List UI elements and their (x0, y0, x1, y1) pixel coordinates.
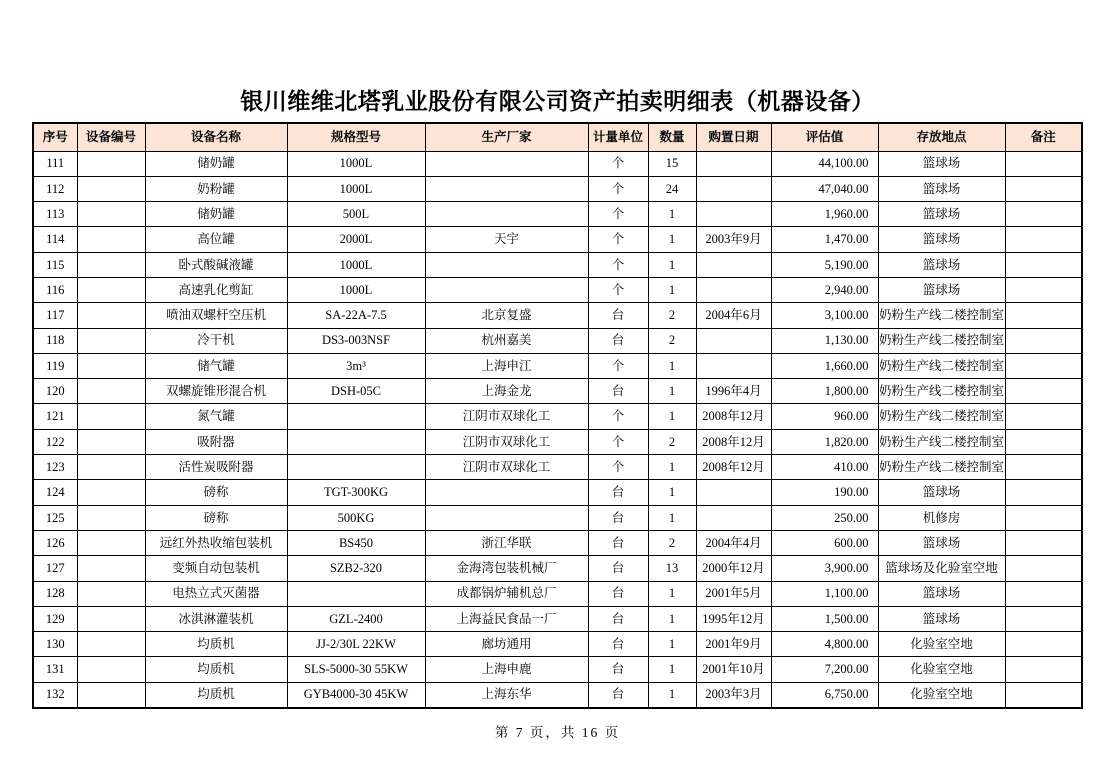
cell-storage-location: 篮球场 (878, 227, 1005, 252)
cell-purchase-date: 2001年10月 (696, 657, 771, 682)
cell-quantity: 1 (648, 353, 696, 378)
cell-unit: 个 (588, 429, 648, 454)
cell-model-spec: SA-22A-7.5 (287, 303, 425, 328)
cell-assessed-value: 7,200.00 (771, 657, 878, 682)
cell-equipment-name: 冰淇淋灌装机 (145, 606, 287, 631)
cell-serial: 123 (33, 455, 77, 480)
cell-equipment-no (77, 176, 145, 201)
cell-storage-location: 奶粉生产线二楼控制室 (878, 455, 1005, 480)
cell-storage-location: 化验室空地 (878, 657, 1005, 682)
cell-remarks (1005, 429, 1082, 454)
cell-serial: 126 (33, 530, 77, 555)
cell-manufacturer: 江阴市双球化工 (425, 404, 588, 429)
cell-unit: 台 (588, 530, 648, 555)
cell-manufacturer: 江阴市双球化工 (425, 429, 588, 454)
cell-equipment-name: 高位罐 (145, 227, 287, 252)
table-row (33, 682, 1082, 707)
cell-equipment-name: 吸附器 (145, 429, 287, 454)
cell-model-spec: GYB4000-30 45KW (287, 682, 425, 707)
cell-remarks (1005, 556, 1082, 581)
cell-serial: 115 (33, 252, 77, 277)
cell-serial: 121 (33, 404, 77, 429)
cell-manufacturer (425, 505, 588, 530)
cell-storage-location: 化验室空地 (878, 682, 1005, 707)
cell-unit: 个 (588, 353, 648, 378)
column-header-serial: 序号 (33, 123, 77, 151)
cell-manufacturer (425, 480, 588, 505)
cell-quantity: 1 (648, 277, 696, 302)
column-header-equipment-name: 设备名称 (145, 123, 287, 151)
cell-assessed-value: 1,820.00 (771, 429, 878, 454)
cell-unit: 个 (588, 227, 648, 252)
cell-remarks (1005, 328, 1082, 353)
cell-assessed-value: 600.00 (771, 530, 878, 555)
cell-model-spec: TGT-300KG (287, 480, 425, 505)
cell-assessed-value: 3,100.00 (771, 303, 878, 328)
cell-equipment-name: 均质机 (145, 657, 287, 682)
cell-quantity: 1 (648, 480, 696, 505)
cell-model-spec: 2000L (287, 227, 425, 252)
cell-serial: 122 (33, 429, 77, 454)
cell-assessed-value: 1,800.00 (771, 379, 878, 404)
cell-equipment-name: 储气罐 (145, 353, 287, 378)
table-row (33, 176, 1082, 201)
cell-unit: 台 (588, 328, 648, 353)
cell-assessed-value: 1,100.00 (771, 581, 878, 606)
cell-unit: 台 (588, 556, 648, 581)
cell-model-spec: DSH-05C (287, 379, 425, 404)
cell-equipment-no (77, 657, 145, 682)
cell-remarks (1005, 455, 1082, 480)
cell-storage-location: 奶粉生产线二楼控制室 (878, 379, 1005, 404)
cell-remarks (1005, 480, 1082, 505)
table-row (33, 556, 1082, 581)
table-row (33, 530, 1082, 555)
cell-manufacturer: 金海湾包装机械厂 (425, 556, 588, 581)
cell-manufacturer: 杭州嘉美 (425, 328, 588, 353)
cell-quantity: 2 (648, 303, 696, 328)
cell-equipment-no (77, 353, 145, 378)
cell-unit: 台 (588, 480, 648, 505)
cell-equipment-name: 均质机 (145, 632, 287, 657)
cell-unit: 台 (588, 682, 648, 707)
cell-purchase-date (696, 176, 771, 201)
table-row (33, 277, 1082, 302)
cell-quantity: 1 (648, 657, 696, 682)
cell-purchase-date: 1995年12月 (696, 606, 771, 631)
cell-serial: 113 (33, 202, 77, 227)
cell-unit: 台 (588, 379, 648, 404)
cell-unit: 个 (588, 277, 648, 302)
cell-serial: 129 (33, 606, 77, 631)
cell-purchase-date: 2001年9月 (696, 632, 771, 657)
cell-serial: 130 (33, 632, 77, 657)
cell-remarks (1005, 581, 1082, 606)
cell-storage-location: 篮球场 (878, 606, 1005, 631)
cell-storage-location: 机修房 (878, 505, 1005, 530)
cell-remarks (1005, 632, 1082, 657)
cell-model-spec (287, 581, 425, 606)
cell-model-spec: 500KG (287, 505, 425, 530)
cell-serial: 116 (33, 277, 77, 302)
cell-remarks (1005, 252, 1082, 277)
cell-purchase-date (696, 353, 771, 378)
cell-quantity: 2 (648, 429, 696, 454)
cell-remarks (1005, 176, 1082, 201)
cell-purchase-date: 2008年12月 (696, 404, 771, 429)
cell-assessed-value: 47,040.00 (771, 176, 878, 201)
cell-purchase-date: 2008年12月 (696, 455, 771, 480)
cell-purchase-date: 2004年6月 (696, 303, 771, 328)
cell-equipment-name: 冷干机 (145, 328, 287, 353)
cell-equipment-no (77, 682, 145, 707)
cell-unit: 个 (588, 151, 648, 176)
cell-manufacturer (425, 252, 588, 277)
cell-remarks (1005, 151, 1082, 176)
cell-equipment-no (77, 505, 145, 530)
table-row (33, 151, 1082, 176)
cell-storage-location: 篮球场 (878, 277, 1005, 302)
cell-unit: 个 (588, 252, 648, 277)
cell-manufacturer: 天宇 (425, 227, 588, 252)
cell-unit: 台 (588, 632, 648, 657)
cell-equipment-name: 活性炭吸附器 (145, 455, 287, 480)
cell-equipment-no (77, 530, 145, 555)
cell-storage-location: 篮球场 (878, 202, 1005, 227)
cell-purchase-date: 2003年9月 (696, 227, 771, 252)
cell-unit: 个 (588, 202, 648, 227)
cell-assessed-value: 3,900.00 (771, 556, 878, 581)
table-row (33, 455, 1082, 480)
cell-manufacturer: 上海申江 (425, 353, 588, 378)
cell-assessed-value: 1,660.00 (771, 353, 878, 378)
cell-remarks (1005, 303, 1082, 328)
cell-remarks (1005, 505, 1082, 530)
cell-unit: 个 (588, 455, 648, 480)
cell-assessed-value: 6,750.00 (771, 682, 878, 707)
cell-purchase-date (696, 277, 771, 302)
cell-storage-location: 篮球场 (878, 252, 1005, 277)
cell-equipment-name: 储奶罐 (145, 202, 287, 227)
table-row (33, 632, 1082, 657)
cell-serial: 111 (33, 151, 77, 176)
cell-serial: 114 (33, 227, 77, 252)
cell-manufacturer (425, 176, 588, 201)
cell-serial: 120 (33, 379, 77, 404)
cell-equipment-name: 磅称 (145, 505, 287, 530)
table-row (33, 657, 1082, 682)
cell-serial: 118 (33, 328, 77, 353)
cell-equipment-name: 电热立式灭菌器 (145, 581, 287, 606)
cell-quantity: 24 (648, 176, 696, 201)
cell-purchase-date: 2000年12月 (696, 556, 771, 581)
cell-manufacturer: 上海金龙 (425, 379, 588, 404)
cell-equipment-no (77, 202, 145, 227)
cell-model-spec (287, 404, 425, 429)
cell-purchase-date (696, 505, 771, 530)
cell-manufacturer: 浙江华联 (425, 530, 588, 555)
cell-assessed-value: 410.00 (771, 455, 878, 480)
cell-remarks (1005, 227, 1082, 252)
table-header-row (33, 123, 1082, 151)
cell-model-spec: JJ-2/30L 22KW (287, 632, 425, 657)
cell-storage-location: 奶粉生产线二楼控制室 (878, 353, 1005, 378)
cell-serial: 131 (33, 657, 77, 682)
cell-storage-location: 奶粉生产线二楼控制室 (878, 303, 1005, 328)
cell-serial: 117 (33, 303, 77, 328)
cell-serial: 112 (33, 176, 77, 201)
cell-quantity: 1 (648, 606, 696, 631)
cell-equipment-no (77, 556, 145, 581)
cell-remarks (1005, 682, 1082, 707)
cell-purchase-date: 2001年5月 (696, 581, 771, 606)
table-body (33, 151, 1082, 708)
cell-equipment-no (77, 151, 145, 176)
table-row (33, 480, 1082, 505)
cell-storage-location: 篮球场 (878, 581, 1005, 606)
cell-purchase-date (696, 480, 771, 505)
table-row (33, 353, 1082, 378)
cell-remarks (1005, 353, 1082, 378)
cell-storage-location: 化验室空地 (878, 632, 1005, 657)
cell-quantity: 1 (648, 252, 696, 277)
cell-equipment-name: 高速乳化剪缸 (145, 277, 287, 302)
cell-manufacturer: 成都锅炉辅机总厂 (425, 581, 588, 606)
cell-equipment-name: 喷油双螺杆空压机 (145, 303, 287, 328)
cell-equipment-name: 均质机 (145, 682, 287, 707)
cell-equipment-name: 氮气罐 (145, 404, 287, 429)
cell-assessed-value: 5,190.00 (771, 252, 878, 277)
table-row (33, 606, 1082, 631)
cell-equipment-name: 储奶罐 (145, 151, 287, 176)
cell-quantity: 1 (648, 227, 696, 252)
cell-manufacturer: 江阴市双球化工 (425, 455, 588, 480)
cell-assessed-value: 2,940.00 (771, 277, 878, 302)
cell-purchase-date: 2008年12月 (696, 429, 771, 454)
table-row (33, 252, 1082, 277)
cell-assessed-value: 1,960.00 (771, 202, 878, 227)
cell-unit: 台 (588, 505, 648, 530)
cell-purchase-date (696, 328, 771, 353)
cell-remarks (1005, 277, 1082, 302)
cell-purchase-date (696, 151, 771, 176)
cell-model-spec: 1000L (287, 277, 425, 302)
column-header-model-spec: 规格型号 (287, 123, 425, 151)
table-row (33, 379, 1082, 404)
column-header-manufacturer: 生产厂家 (425, 123, 588, 151)
table-row (33, 581, 1082, 606)
cell-unit: 台 (588, 657, 648, 682)
page-title: 银川维维北塔乳业股份有限公司资产拍卖明细表（机器设备） (240, 88, 875, 114)
table-row (33, 202, 1082, 227)
column-header-unit: 计量单位 (588, 123, 648, 151)
cell-quantity: 2 (648, 328, 696, 353)
cell-assessed-value: 4,800.00 (771, 632, 878, 657)
cell-quantity: 1 (648, 202, 696, 227)
cell-model-spec: GZL-2400 (287, 606, 425, 631)
cell-model-spec (287, 455, 425, 480)
cell-remarks (1005, 606, 1082, 631)
cell-equipment-no (77, 252, 145, 277)
table-row (33, 303, 1082, 328)
cell-quantity: 13 (648, 556, 696, 581)
cell-model-spec: 1000L (287, 176, 425, 201)
cell-purchase-date: 2003年3月 (696, 682, 771, 707)
cell-equipment-name: 磅称 (145, 480, 287, 505)
cell-equipment-no (77, 480, 145, 505)
cell-model-spec: BS450 (287, 530, 425, 555)
cell-quantity: 2 (648, 530, 696, 555)
cell-storage-location: 篮球场 (878, 530, 1005, 555)
cell-equipment-no (77, 429, 145, 454)
table-row (33, 429, 1082, 454)
cell-storage-location: 奶粉生产线二楼控制室 (878, 429, 1005, 454)
cell-manufacturer (425, 277, 588, 302)
cell-assessed-value: 190.00 (771, 480, 878, 505)
cell-serial: 132 (33, 682, 77, 707)
cell-remarks (1005, 404, 1082, 429)
cell-serial: 128 (33, 581, 77, 606)
cell-unit: 个 (588, 404, 648, 429)
cell-quantity: 1 (648, 682, 696, 707)
cell-manufacturer: 北京复盛 (425, 303, 588, 328)
table-row (33, 227, 1082, 252)
cell-equipment-no (77, 277, 145, 302)
cell-quantity: 1 (648, 505, 696, 530)
cell-equipment-no (77, 404, 145, 429)
cell-serial: 119 (33, 353, 77, 378)
column-header-purchase-date: 购置日期 (696, 123, 771, 151)
cell-model-spec: 1000L (287, 151, 425, 176)
cell-model-spec (287, 429, 425, 454)
cell-unit: 台 (588, 606, 648, 631)
column-header-quantity: 数量 (648, 123, 696, 151)
cell-manufacturer: 上海益民食品一厂 (425, 606, 588, 631)
cell-unit: 台 (588, 303, 648, 328)
cell-manufacturer: 廊坊通用 (425, 632, 588, 657)
cell-model-spec: 3m³ (287, 353, 425, 378)
table-row (33, 404, 1082, 429)
cell-quantity: 1 (648, 404, 696, 429)
asset-table (32, 122, 1083, 709)
cell-unit: 个 (588, 176, 648, 201)
cell-manufacturer: 上海东华 (425, 682, 588, 707)
cell-equipment-name: 卧式酸碱液罐 (145, 252, 287, 277)
cell-assessed-value: 44,100.00 (771, 151, 878, 176)
cell-purchase-date (696, 202, 771, 227)
table-row (33, 505, 1082, 530)
column-header-equipment-no: 设备编号 (77, 123, 145, 151)
cell-model-spec: DS3-003NSF (287, 328, 425, 353)
cell-storage-location: 奶粉生产线二楼控制室 (878, 328, 1005, 353)
cell-manufacturer (425, 151, 588, 176)
cell-serial: 127 (33, 556, 77, 581)
cell-serial: 124 (33, 480, 77, 505)
cell-storage-location: 篮球场 (878, 176, 1005, 201)
cell-storage-location: 篮球场 (878, 151, 1005, 176)
cell-equipment-name: 变频自动包装机 (145, 556, 287, 581)
cell-equipment-no (77, 606, 145, 631)
table-row (33, 328, 1082, 353)
cell-model-spec: SLS-5000-30 55KW (287, 657, 425, 682)
cell-equipment-no (77, 581, 145, 606)
cell-equipment-no (77, 227, 145, 252)
cell-assessed-value: 960.00 (771, 404, 878, 429)
cell-purchase-date: 2004年4月 (696, 530, 771, 555)
cell-equipment-no (77, 379, 145, 404)
cell-equipment-name: 奶粉罐 (145, 176, 287, 201)
cell-manufacturer: 上海申鹿 (425, 657, 588, 682)
page-footer: 第 7 页，共 16 页 (494, 725, 621, 740)
cell-remarks (1005, 530, 1082, 555)
cell-equipment-no (77, 303, 145, 328)
cell-assessed-value: 1,130.00 (771, 328, 878, 353)
cell-equipment-name: 远红外热收缩包装机 (145, 530, 287, 555)
cell-serial: 125 (33, 505, 77, 530)
cell-model-spec: SZB2-320 (287, 556, 425, 581)
cell-equipment-name: 双螺旋锥形混合机 (145, 379, 287, 404)
cell-purchase-date: 1996年4月 (696, 379, 771, 404)
cell-quantity: 1 (648, 455, 696, 480)
cell-storage-location: 奶粉生产线二楼控制室 (878, 404, 1005, 429)
cell-equipment-no (77, 328, 145, 353)
cell-assessed-value: 1,500.00 (771, 606, 878, 631)
cell-remarks (1005, 657, 1082, 682)
cell-remarks (1005, 379, 1082, 404)
column-header-storage-location: 存放地点 (878, 123, 1005, 151)
cell-equipment-no (77, 455, 145, 480)
cell-quantity: 15 (648, 151, 696, 176)
column-header-assessed-value: 评估值 (771, 123, 878, 151)
column-header-remarks: 备注 (1005, 123, 1082, 151)
cell-storage-location: 篮球场及化验室空地 (878, 556, 1005, 581)
cell-model-spec: 500L (287, 202, 425, 227)
cell-manufacturer (425, 202, 588, 227)
cell-unit: 台 (588, 581, 648, 606)
cell-quantity: 1 (648, 379, 696, 404)
cell-assessed-value: 250.00 (771, 505, 878, 530)
cell-remarks (1005, 202, 1082, 227)
cell-assessed-value: 1,470.00 (771, 227, 878, 252)
cell-storage-location: 篮球场 (878, 480, 1005, 505)
cell-purchase-date (696, 252, 771, 277)
cell-model-spec: 1000L (287, 252, 425, 277)
cell-equipment-no (77, 632, 145, 657)
cell-quantity: 1 (648, 632, 696, 657)
cell-quantity: 1 (648, 581, 696, 606)
